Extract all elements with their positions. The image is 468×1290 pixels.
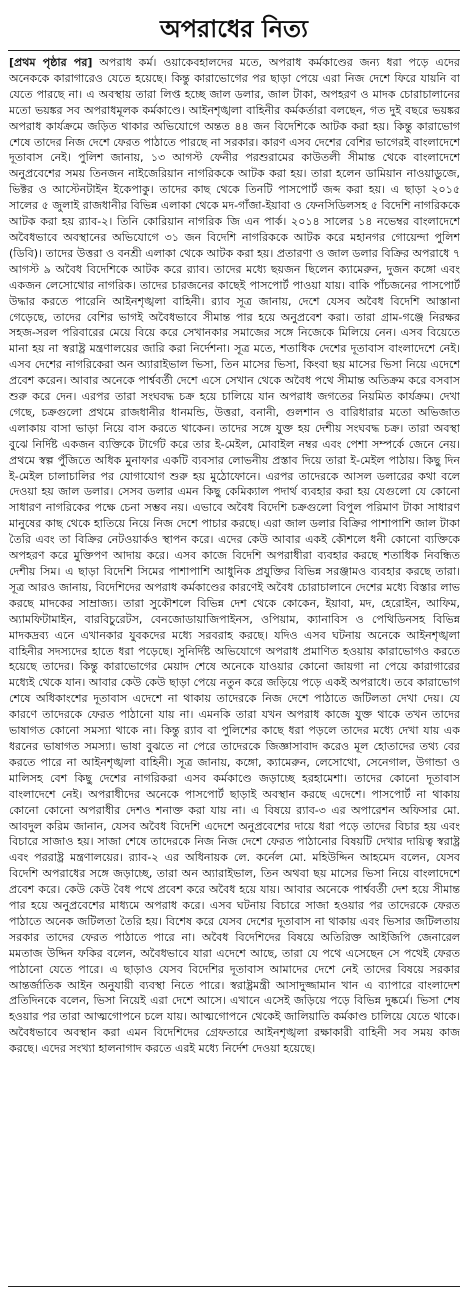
article-text: অপরাধ কর্ম। ওয়াকেবহালদের মতে, অপরাধ কর্মকাণ্ডের জন্য ধরা পড়ে এদের অনেককে কারাগারেও যেতে হয়েছে। কিন্তু কারাভোগের পর ছাড়া পেয়ে এরা নিজ দেশে ফিরে যায়নি বা যেতে পারছে না। এ অবস্থায় তারা লিপ্ত হচ্ছে জাল ডলার, জাল টাকা, অপহরণ ও মাদক চোরাচালানের মতো ভয়ঙ্কর সব অপরাধমূলক কর্মকাণ্ডে। আইনশৃঙ্খলা বাহিনীর কর্মকর্তারা বলছেন, গত দুই বছরে ভয়ঙ্কর অপরাধ কার্যক্রমে জড়িত থাকার অভিযোগে অন্তত ৪৪ জন বিদেশিকে আটক করা হয়। কিন্তু কারাভোগ শেষে তাদের নিজ দেশে ফেরত পাঠাতে পারছে না সরকার। কারণ এসব দেশের বেশির ভাগেরই বাংলাদেশে দূতাবাস নেই। পুলিশ জানায়, ১৩ আগস্ট ফেনীর পরশুরামের কাউতলী সীমান্ত থেকে বাংলাদেশে অনুপ্রবেশের সময় তিনজন নাইজেরিয়ান নাগরিককে আটক করা হয়। তারা হলেন ডামিয়ান নাওয়াডুজে, ভিক্টর ও আস্টেনটাইন ইকেপাকু। তাদের কাছ থেকে তিনটি পাসপোর্ট জব্দ করা হয়। এ ছাড়া ২০১৫ সালের ৫ জুলাই রাজধানীর বিভিন্ন এলাকা থেকে মদ-গাঁজা-ইয়াবা ও ফেনসিডিলসহ ৫ বিদেশি নাগরিককে আটক করা হয় র‌্যাব-২। তিনি কোরিয়ান নাগরিক জি এন পার্ক। ২০১৪ সালের ১৪ নভেম্বর বাংলাদেশে অবৈধভাবে অবস্থানের অভিযোগে ৩১ জন বিদেশি নাগরিককে আটক করে মহানগর গোয়েন্দা পুলিশ (ডিবি)। তাদের উত্তরা ও বনশ্রী এলাকা থেকে আটক করা হয়। প্রতারণা ও জাল ডলার বিক্রির অপরাধে ৭ আগস্ট ৯ অবৈধ বিদেশিকে আটক করে র‌্যাব। তাদের মধ্যে ছয়জন ছিলেন ক্যামেরুন, দুজন কঙ্গো এবং একজন লেসোথোর নাগরিক। তাদের চারজনের কাছেই পাসপোর্ট পাওয়া যায়। বাকি পাঁচজনের পাসপোর্ট উদ্ধার করতে পারেনি আইনশৃঙ্খলা বাহিনী। র‌্যাব সূত্র জানায়, দেশে যেসব অবৈধ বিদেশি আস্তানা গেড়েছে, তাদের বেশির ভাগই অবৈধভাবে সীমান্ত পার হয়ে অনুপ্রবেশ করা। তারা গ্রাম-গঞ্জে নিরক্ষর সহজ-সরল পরিবারের মেয়ে বিয়ে করে সেখানকার সমাজের সঙ্গে নিজেকে মিলিয়ে নেন। এসব বিয়েতে মানা হয় না স্বরাষ্ট্র মন্ত্রণালয়ের জারি করা নির্দেশনা। সূত্র মতে, শতাধিক দেশের দূতাবাস বাংলাদেশে নেই। এসব দেশের নাগরিকেরা অন অ্যারাইভাল ভিসা, তিন মাসের ভিসা, কিংবা ছয় মাসের ভিসা নিয়ে এদেশে প্রবেশ করেন। আবার অনেকে পার্শ্ববর্তী দেশে এসে সেখান থেকে অবৈধ পথে সীমান্ত অতিক্রম করে বসবাস শুরু করে দেন। এরপর তারা সংঘবদ্ধ চক্র হয়ে চালিয়ে যান অপরাধ জগতের নিয়মিত কার্যক্রম। দেখা গেছে, চক্রগুলো প্রথমে রাজধানীর ধানমন্ডি, উত্তরা, বনানী, গুলশান ও বারিধারার মতো অভিজাত এলাকায় বাসা ভাড়া নিয়ে বাস করতে থাকেন। তাদের সঙ্গে যুক্ত হয় দেশীয় সংঘবদ্ধ চক্র। তারা অবস্থা বুঝে নির্দিষ্ট একজন ব্যক্তিকে টার্গেট করে তার ই-মেইল, মোবাইল নম্বর এবং পেশা সম্পর্কে জেনে নেয়। প্রথমে স্বল্প পুঁজিতে অধিক মুনাফার একটি ব্যবসার লোভনীয় প্রস্তাব দিয়ে তারা ই-মেইল পাঠায়। কিছু দিন ই-মেইল চালাচালির পর যোগাযোগ শুরু হয় মুঠোফোনে। এরপর তাদেরকে আসল ডলারের কথা বলে দেওয়া হয় জাল ডলার। সেসব ডলার এমন কিছু কেমিক্যাল পদার্থ ব্যবহার করা হয় যেগুলো যে কোনো সাধারণ নাগরিকের পক্ষে চেনা সম্ভব নয়। এভাবে অবৈধ বিদেশি চক্রগুলো বিপুল পরিমাণ টাকা সাধারণ মানুষের কাছ থেকে হাতিয়ে নিয়ে নিজ দেশে পাচার করছে। এরা জাল ডলার বিক্রির পাশাপাশি জাল টাকা তৈরি এবং তা বিক্রির নেটওয়ার্কও স্থাপন করে। এদের কেউ আবার একই কৌশলে ধনী কোনো ব্যক্তিকে অপহরণ করে মুক্তিপণ আদায় করে। এসব কাজে বিদেশি অপরাধীরা ব্যবহার করছে শতাধিক নিবন্ধিত দেশীয় সিম। এ ছাড়া বিদেশি সিমের পাশাপাশি আধুনিক প্রযুক্তির বিভিন্ন সরঞ্জামও ব্যবহার করছে তারা। সূত্র আরও জানায়, বিদেশিদের অপরাধ কর্মকাণ্ডের কারণেই অবৈধ চোরাচালানে দেশের মধ্যে বিস্তার লাভ করছে মাদকের সাম্রাজ্য। তারা সুকৌশলে বিভিন্ন দেশ থেকে কোকেন, ইয়াবা, মদ, হেরোইন, আফিম, অ্যামফিটামাইন, বারবিচুরেটস, বেনজোডায়াজিপাইনস, ওপিয়াম, ক্যানাবিস ও পেথিডিনসহ বিভিন্ন মাদকদ্রব্য এনে এখানকার যুবকদের মধ্যে সরবরাহ করছে। যদিও এসব ঘটনায় অনেকে আইনশৃঙ্খলা বাহিনীর সদস্যদের হাতে ধরা পড়েছে। সুনির্দিষ্ট অভিযোগে অপরাধ প্রমাণিত হওয়ায় কারাভোগও করতে হয়েছে তাদের। কিন্তু কারাভোগের মেয়াদ শেষে অনেকে যাওয়ার কোনো জায়গা না পেয়ে কারাগারের মধ্যেই থেকে যান। আবার কেউ কেউ ছাড়া পেয়ে নতুন করে জড়িয়ে পড়ে একই অপরাধে। তবে কারাভোগ শেষে অধিকাংশের দূতাবাস এদেশে না থাকায় তাদেরকে নিজ দেশে পাঠাতে জটিলতা দেখা দেয়। যে কারণে তাদেরকে ফেরত পাঠানো যায় না। এমনকি তারা যখন অপরাধ কাজে যুক্ত থাকে তখন তাদের ভাষাগত কোনো সমস্যা থাকে না। কিন্তু র‌্যাব বা পুলিশের কাছে ধরা পড়লে তাদের মধ্যে দেখা যায় এক ধরনের ভাষাগত সমস্যা। ভাষা বুঝতে না পেরে তাদেরকে জিজ্ঞাসাবাদ করেও মূল হোতাদের তথ্য বের করতে পারে না আইনশৃঙ্খলা বাহিনী। সূত্র জানায়, কঙ্গো, ক্যামেরুন, লেসোথো, সেনেগাল, উগান্ডা ও মালিসহ বেশ কিছু দেশের নাগরিকরা এসব কর্মকাণ্ডে জড়াচ্ছে হরহামেশা। তাদের কোনো দূতাবাস বাংলাদেশে নেই। অপরাধীদের অনেকে পাসপোর্ট ছাড়াই অবস্থান করছে এদেশে। পাসপোর্ট না থাকায় কোনো কোনো অপরাধীর দেশও শনাক্ত করা যায় না। এ বিষয়ে র‌্যাব-৩ এর অপারেশন অফিসার মো. আবদুল করিম জানান, যেসব অবৈধ বিদেশি এদেশে অনুপ্রবেশের দায়ে ধরা পড়ে তাদের বিচার হয় এবং বিচারে সাজাও হয়। সাজা শেষে তাদেরকে নিজ নিজ দেশে ফেরত পাঠানোর বিষয়টি দেখার দায়িত্ব স্বরাষ্ট্র এবং পররাষ্ট্র মন্ত্রণালয়ের। র‌্যাব-২ এর অধিনায়ক লে. কর্নেল মো. মহিউদ্দিন আহমেদ বলেন, যেসব বিদেশি অপরাধের সঙ্গে জড়াচ্ছে, তারা অন অ্যারাইভাল, তিন অথবা ছয় মাসের ভিসা নিয়ে বাংলাদেশে প্রবেশ করে। কেউ কেউ বৈধ পথে প্রবেশ করে অবৈধ হয়ে যায়। আবার অনেকে পার্শ্ববর্তী দেশ হয়ে সীমান্ত পার হয়ে অনুপ্রবেশের মাধ্যমে অপরাধ করে। এসব ঘটনায় বিচারে সাজা হওয়ার পর তাদেরকে ফেরত পাঠাতে অনেক জটিলতা তৈরি হয়। বিশেষ করে যেসব দেশের দূতাবাস না থাকায় এবং ভিসার জটিলতায় সরকার তাদের ফেরত পাঠাতে পারে না। অবৈধ বিদেশিদের বিষয়ে অতিরিক্ত আইজিপি জেনারেল মমতাজ উদ্দিন ফকির বলেন, অবৈধভাবে যারা এদেশে আছে, তারা যে পথে এসেছেন সে পথেই ফেরত পাঠানো যেতে পারে। এ ছাড়াও যেসব বিদেশির দূতাবাস আমাদের দেশে নেই তাদের বিষয়ে সরকার আন্তর্জাতিক আইন অনুযায়ী ব্যবস্থা নিতে পারে। স্বরাষ্ট্রমন্ত্রী আসাদুজ্জামান খান এ ব্যাপারে বাংলাদেশ প্রতিদিনকে বলেন, ভিসা নিয়েই এরা দেশে আসে। এখানে এসেই জড়িয়ে পড়ে বিভিন্ন দুষ্কর্মে। ভিসা শেষ হওয়ার পর তারা আত্মগোপনে চলে যায়। আত্মগোপনে থেকেই জালিয়াতি কর্মকাণ্ড চালিয়ে যেতে থাকে। অবৈধভাবে অবস্থান করা এমন বিদেশিদের গ্রেফতারে আইনশৃঙ্খলা রক্ষাকারী বাহিনী সব সময় কাজ করছে। এদের সংখ্যা হালনাগাদ করতে এরই মধ্যে নির্দেশ দেওয়া হয়েছে। — [9, 56, 460, 1056]
headline-divider — [8, 50, 460, 51]
article-paragraph — [9, 55, 460, 1057]
continued-from-front-page-label: [প্রথম পৃষ্ঠার পর] — [9, 56, 93, 69]
article-body — [9, 55, 460, 1283]
article-headline: অপরাধের নিত্য — [159, 15, 309, 43]
bottom-divider — [8, 1286, 460, 1287]
